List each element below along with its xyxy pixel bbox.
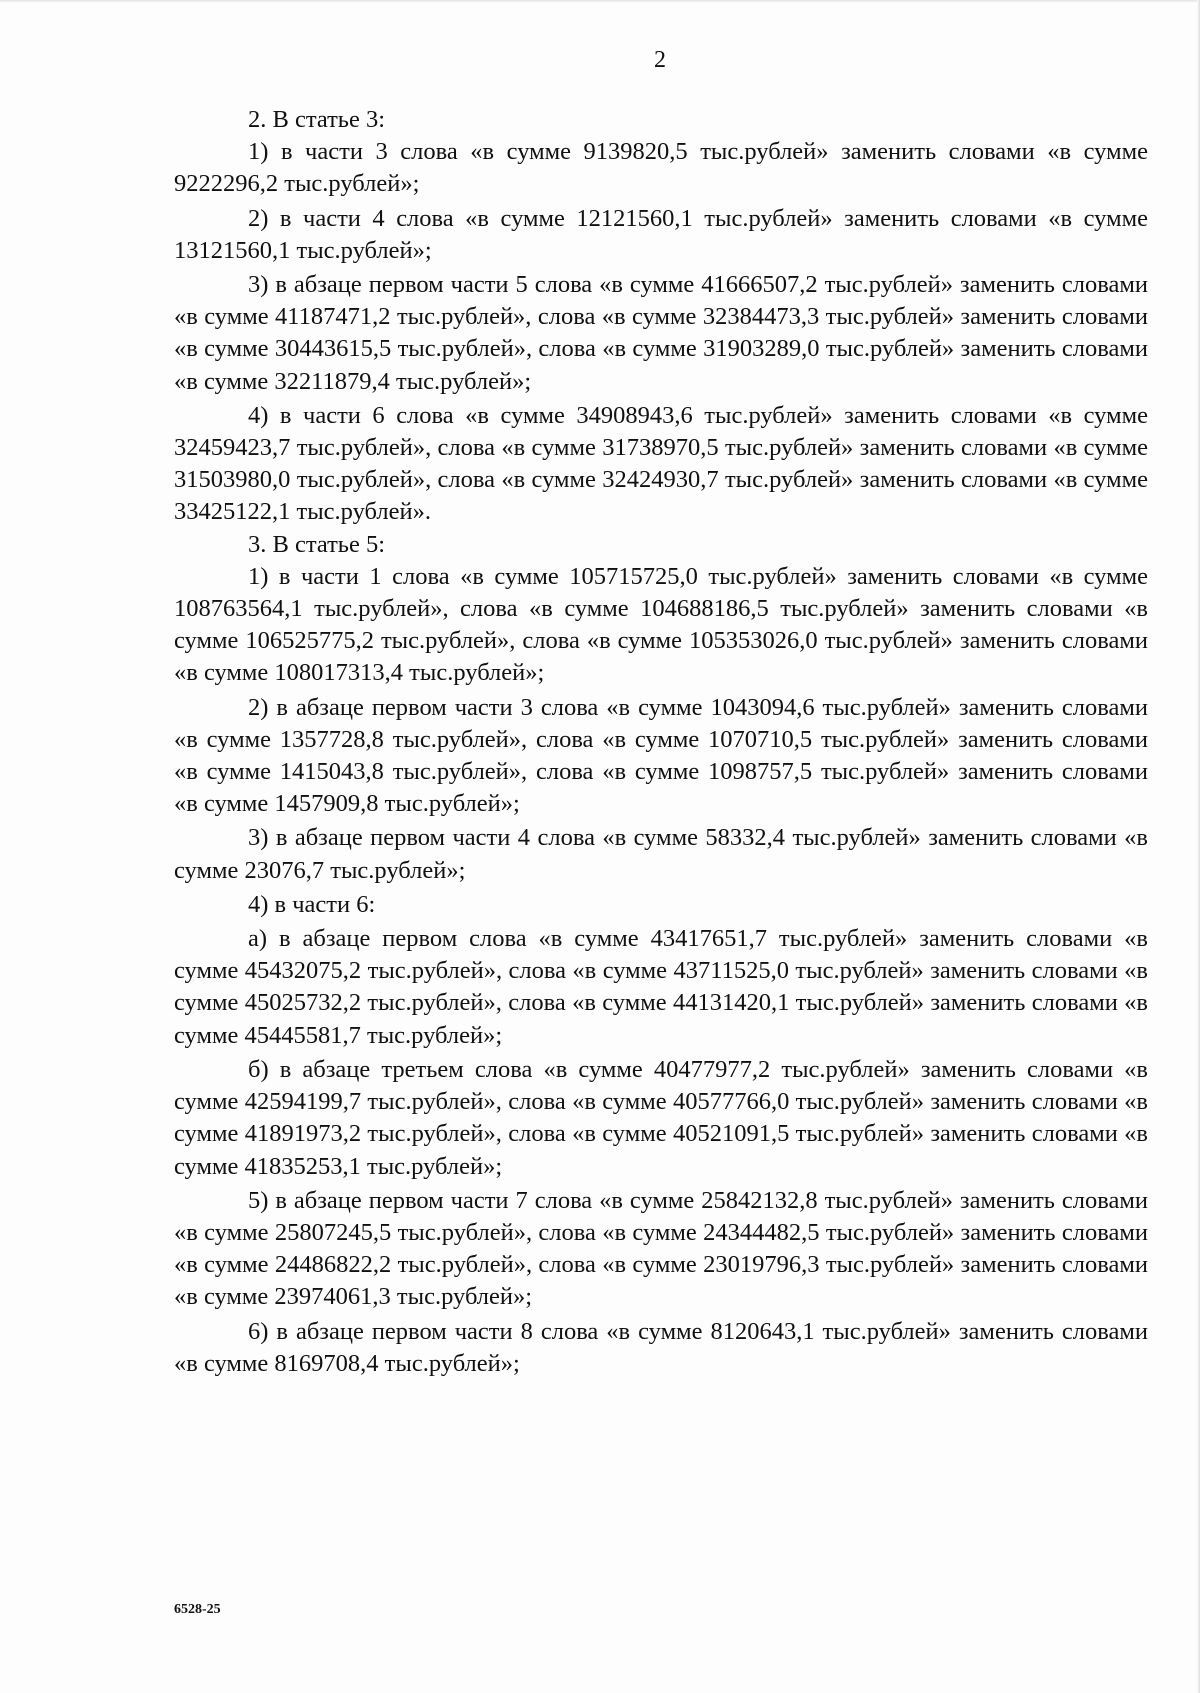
amendment-subitem: б) в абзаце третьем слова «в сумме 40477977,2 тыс.рублей» заменить словами «в сумме 42594199,7 тыс.рублей», слова «в сумме 40577766,0 тыс.рублей» заменить словами «в сумме 41891973,2 тыс.рублей», слова «в сумме 40521091,5 тыс.рублей» заменить словами «в сумме 41835253,1 тыс.рублей»;: [174, 1055, 1148, 1180]
amendment-item: 1) в части 3 слова «в сумме 9139820,5 тыс.рублей» заменить словами «в сумме 9222296,2 тыс.рублей»;: [174, 138, 1148, 198]
amendment-item: 4) в части 6 слова «в сумме 34908943,6 тыс.рублей» заменить словами «в сумме 32459423,7 тыс.рублей», слова «в сумме 31738970,5 тыс.рублей» заменить словами «в сумме 31503980,0 тыс.рублей», слова «в сумме 32424930,7 тыс.рублей» заменить словами «в сумме 33425122,1 тыс.рублей».: [174, 401, 1148, 526]
amendment-item: 1) в части 1 слова «в сумме 105715725,0 тыс.рублей» заменить словами «в сумме 108763564,1 тыс.рублей», слова «в сумме 104688186,5 тыс.рублей» заменить словами «в сумме 106525775,2 тыс.рублей», слова «в сумме 105353026,0 тыс.рублей» заменить словами «в сумме 108017313,4 тыс.рублей»;: [174, 562, 1148, 687]
amendment-item: 3) в абзаце первом части 4 слова «в сумме 58332,4 тыс.рублей» заменить словами «в сумме 23076,7 тыс.рублей»;: [174, 824, 1148, 884]
amendment-item: 4) в части 6:: [248, 890, 376, 918]
page-number: 2: [654, 47, 666, 73]
amendment-item: 2) в абзаце первом части 3 слова «в сумме 1043094,6 тыс.рублей» заменить словами «в сумме 1357728,8 тыс.рублей», слова «в сумме 1070710,5 тыс.рублей» заменить словами «в сумме 1415043,8 тыс.рублей», слова «в сумме 1098757,5 тыс.рублей» заменить словами «в сумме 1457909,8 тыс.рублей»;: [174, 693, 1148, 818]
document-body: [174, 104, 1148, 1380]
amendment-item: 2) в части 4 слова «в сумме 12121560,1 тыс.рублей» заменить словами «в сумме 13121560,1 тыс.рублей»;: [174, 204, 1148, 264]
scan-edge-top: [0, 0, 1200, 3]
amendment-item: 5) в абзаце первом части 7 слова «в сумме 25842132,8 тыс.рублей» заменить словами «в сумме 25807245,5 тыс.рублей», слова «в сумме 24344482,5 тыс.рублей» заменить словами «в сумме 24486822,2 тыс.рублей», слова «в сумме 23019796,3 тыс.рублей» заменить словами «в сумме 23974061,3 тыс.рублей»;: [174, 1186, 1148, 1311]
section-heading: 3. В статье 5:: [248, 530, 386, 558]
amendment-subitem: а) в абзаце первом слова «в сумме 43417651,7 тыс.рублей» заменить словами «в сумме 45432075,2 тыс.рублей», слова «в сумме 43711525,0 тыс.рублей» заменить словами «в сумме 45025732,2 тыс.рублей», слова «в сумме 44131420,1 тыс.рублей» заменить словами «в сумме 45445581,7 тыс.рублей»;: [174, 925, 1148, 1049]
amendment-item: 3) в абзаце первом части 5 слова «в сумме 41666507,2 тыс.рублей» заменить словами «в сумме 41187471,2 тыс.рублей», слова «в сумме 32384473,3 тыс.рублей» заменить словами «в сумме 30443615,5 тыс.рублей», слова «в сумме 31903289,0 тыс.рублей» заменить словами «в сумме 32211879,4 тыс.рублей»;: [174, 271, 1148, 395]
amendment-item: 6) в абзаце первом части 8 слова «в сумме 8120643,1 тыс.рублей» заменить словами «в сумме 8169708,4 тыс.рублей»;: [174, 1317, 1148, 1377]
document-code: 6528-25: [174, 1602, 221, 1617]
section-heading: 2. В статье 3:: [248, 106, 386, 133]
